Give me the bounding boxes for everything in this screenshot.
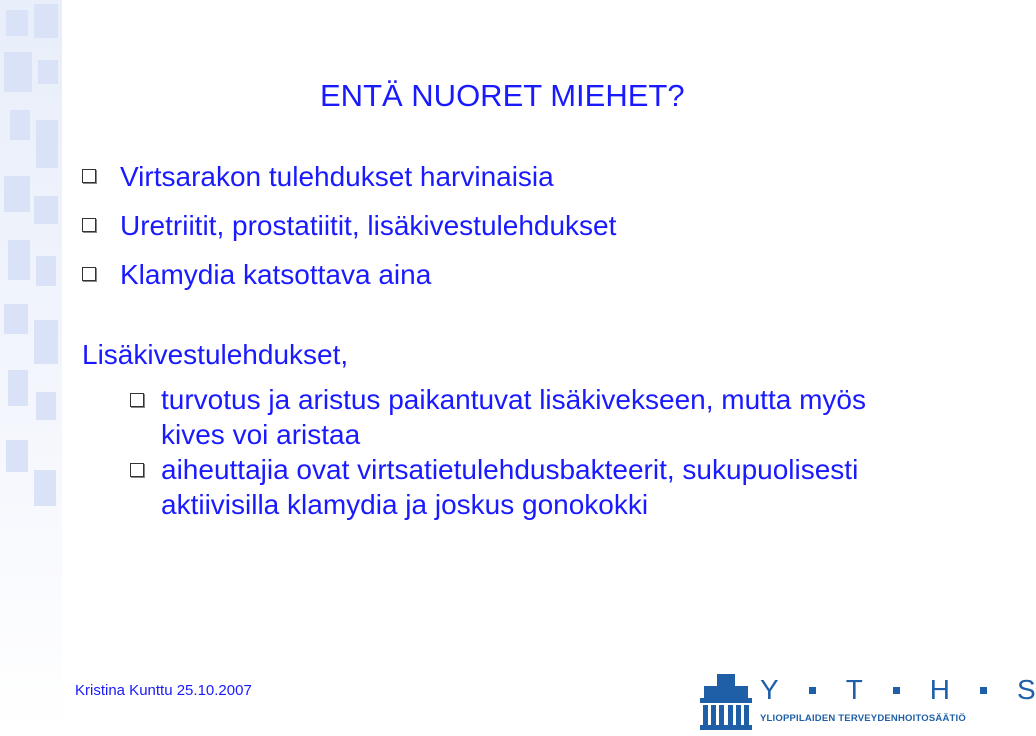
logo-letters: Y T H S <box>760 674 1036 705</box>
list-item: Virtsarakon tulehdukset harvinaisia <box>82 152 616 201</box>
list-item: aiheuttajia ovat virtsatietulehdusbakteerit, sukupuolisesti aktiivisilla klamydia ja joskus gonokokki <box>130 452 910 522</box>
bullet-list <box>82 152 616 299</box>
footer-author-date: Kristina Kunttu 25.10.2007 <box>75 682 252 699</box>
list-item: Klamydia katsottava aina <box>82 250 616 299</box>
mosaic-tile <box>34 4 58 38</box>
decorative-mosaic <box>0 0 62 736</box>
pillar-cross-icon <box>700 674 752 730</box>
mosaic-tile <box>4 52 32 92</box>
mosaic-tile <box>8 370 28 406</box>
sub-bullet-list <box>130 382 910 522</box>
mosaic-tile <box>6 440 28 472</box>
mosaic-tile <box>4 176 30 212</box>
logo-dot <box>893 687 900 694</box>
list-item: turvotus ja aristus paikantuvat lisäkivekseen, mutta myös kives voi aristaa <box>130 382 910 452</box>
mosaic-tile <box>4 304 28 334</box>
mosaic-tile <box>36 256 56 286</box>
mosaic-tile <box>34 196 58 224</box>
mosaic-tile <box>36 120 58 168</box>
logo-dot <box>980 687 987 694</box>
logo-dot <box>809 687 816 694</box>
square-bullet-icon <box>82 267 96 281</box>
section-heading: Lisäkivestulehdukset, <box>82 339 349 370</box>
slide-title: ENTÄ NUORET MIEHET? <box>320 78 685 113</box>
mosaic-tile <box>38 60 58 84</box>
logo-tagline: YLIOPPILAIDEN TERVEYDENHOITOSÄÄTIÖ <box>760 713 966 724</box>
list-item: Uretriitit, prostatiitit, lisäkivestulehdukset <box>82 201 616 250</box>
mosaic-tile <box>6 10 28 36</box>
square-bullet-icon <box>82 169 96 183</box>
square-bullet-icon <box>130 393 144 407</box>
yths-logo <box>700 672 1036 732</box>
mosaic-tile <box>10 110 30 140</box>
mosaic-tile <box>34 470 56 506</box>
square-bullet-icon <box>82 218 96 232</box>
mosaic-tile <box>34 320 58 364</box>
mosaic-tile <box>36 392 56 420</box>
mosaic-tile <box>8 240 30 280</box>
square-bullet-icon <box>130 463 144 477</box>
